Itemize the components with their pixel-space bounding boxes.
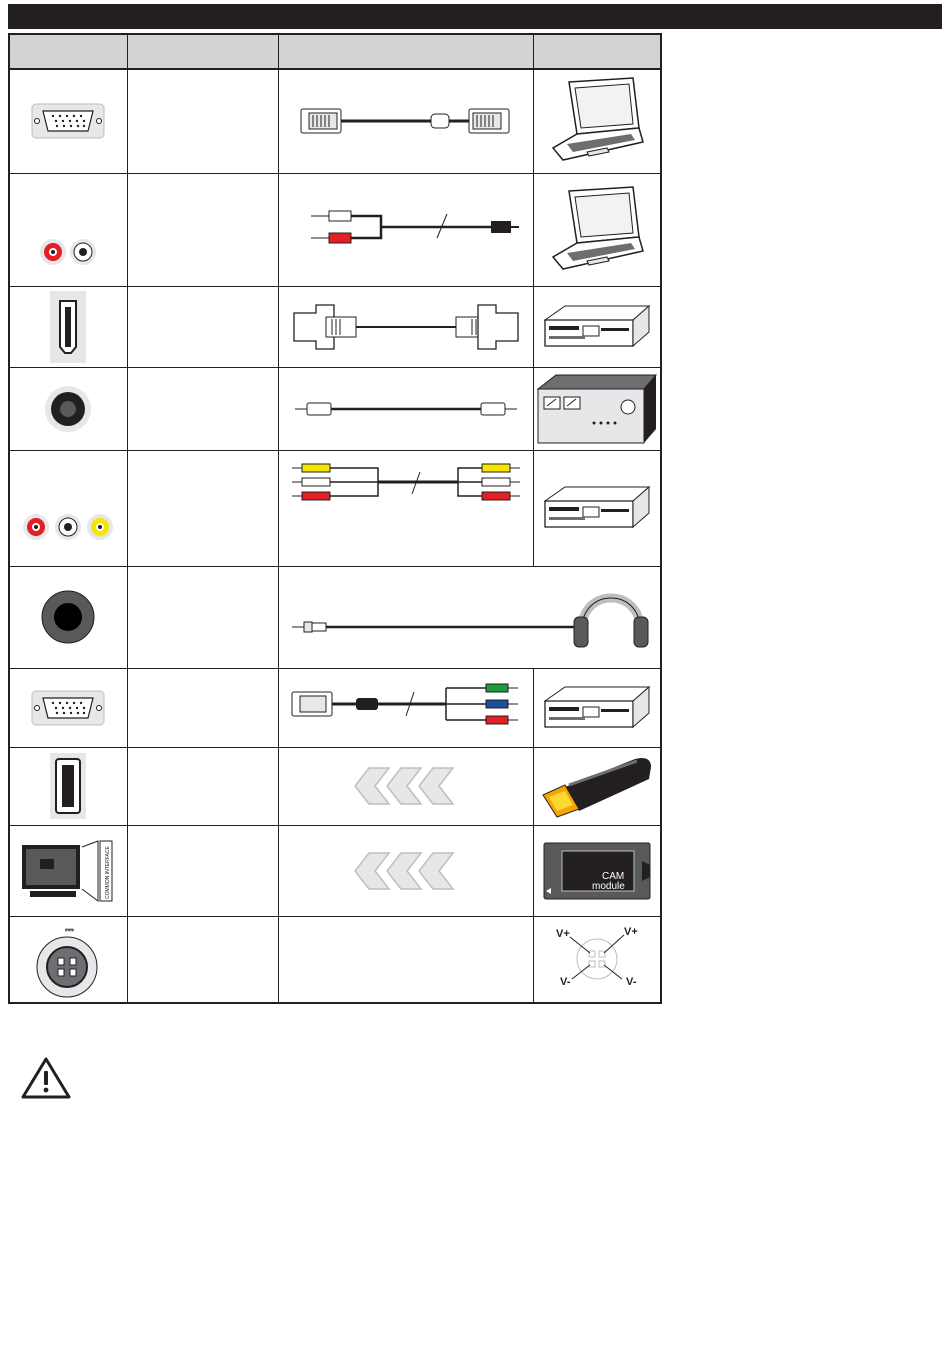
table-row xyxy=(9,367,661,450)
type-cell xyxy=(127,69,278,173)
device-cell xyxy=(533,916,661,1003)
cam-module-icon xyxy=(542,841,652,901)
laptop-icon xyxy=(547,76,647,166)
device-cell xyxy=(533,747,661,825)
usb-stick-icon xyxy=(539,753,655,819)
headphones-icon xyxy=(284,577,654,657)
minijack-to-rca-cable-icon xyxy=(291,200,521,260)
vminus-left: V- xyxy=(559,976,571,989)
table-row xyxy=(9,747,661,825)
type-cell xyxy=(127,916,278,1003)
cable-cell xyxy=(278,450,533,566)
col-cable-header xyxy=(278,34,533,69)
connector-cell xyxy=(9,566,127,668)
av-cable-icon xyxy=(286,458,526,558)
device-cell xyxy=(533,668,661,747)
hdmi-port-icon xyxy=(50,291,86,363)
col-device-header xyxy=(533,34,661,69)
type-cell xyxy=(127,286,278,367)
warning-icon xyxy=(20,1055,72,1101)
table-row xyxy=(9,173,661,286)
spdif-port-icon xyxy=(43,384,93,434)
headphone-port-icon xyxy=(40,589,96,645)
av-port-icon xyxy=(20,463,116,553)
vga-port-icon xyxy=(31,690,105,726)
table-row xyxy=(9,916,661,1003)
power-pinout-icon xyxy=(542,921,652,997)
power-port-icon xyxy=(33,919,103,999)
type-cell xyxy=(127,173,278,286)
table-row xyxy=(9,668,661,747)
cable-cell xyxy=(278,916,533,1003)
type-cell xyxy=(127,668,278,747)
cable-cell xyxy=(278,747,533,825)
ci-side-label: COMMON INTERFACE xyxy=(105,845,112,899)
rca-audio-port-icon xyxy=(33,190,103,270)
device-cell xyxy=(533,825,661,916)
type-cell xyxy=(127,825,278,916)
col-connector-header xyxy=(9,34,127,69)
dc-symbol: ⎓ xyxy=(65,924,75,937)
table-row xyxy=(9,825,661,916)
cable-cell xyxy=(278,173,533,286)
audio-amplifier-icon xyxy=(536,373,658,445)
cable-cell xyxy=(278,566,661,668)
table-header-row xyxy=(9,34,661,69)
usb-port-icon xyxy=(50,753,86,819)
device-cell xyxy=(533,286,661,367)
connector-cell xyxy=(9,286,127,367)
table-row xyxy=(9,69,661,173)
device-cell xyxy=(533,367,661,450)
table-row xyxy=(9,450,661,566)
type-cell xyxy=(127,450,278,566)
top-bar xyxy=(8,4,942,29)
cam-line1: CAM xyxy=(601,870,624,882)
vminus-right: V- xyxy=(625,976,637,989)
device-cell xyxy=(533,173,661,286)
dvd-player-icon xyxy=(543,302,651,352)
table-row xyxy=(9,566,661,668)
insert-arrows-icon xyxy=(351,851,461,891)
type-cell xyxy=(127,566,278,668)
hdmi-cable-icon xyxy=(286,299,526,355)
connections-table xyxy=(8,33,662,1004)
cable-cell xyxy=(278,825,533,916)
coaxial-cable-icon xyxy=(291,397,521,421)
tv-ci-slot-icon xyxy=(20,839,116,903)
cable-cell xyxy=(278,668,533,747)
vga-cable-icon xyxy=(291,101,521,141)
connector-cell xyxy=(9,825,127,916)
device-cell xyxy=(533,69,661,173)
type-cell xyxy=(127,367,278,450)
cable-cell xyxy=(278,286,533,367)
component-cable-icon xyxy=(286,680,526,736)
cable-cell xyxy=(278,367,533,450)
cam-line2: module xyxy=(591,880,625,892)
dvd-player-icon xyxy=(543,483,651,533)
connector-cell xyxy=(9,747,127,825)
vplus-right: V+ xyxy=(623,926,638,939)
cable-cell xyxy=(278,69,533,173)
connector-cell xyxy=(9,916,127,1003)
laptop-icon xyxy=(547,185,647,275)
col-type-header xyxy=(127,34,278,69)
connector-cell xyxy=(9,173,127,286)
connector-cell xyxy=(9,450,127,566)
insert-arrows-icon xyxy=(351,766,461,806)
device-cell xyxy=(533,450,661,566)
vplus-left: V+ xyxy=(555,928,570,941)
type-cell xyxy=(127,747,278,825)
dvd-player-icon xyxy=(543,683,651,733)
table-row xyxy=(9,286,661,367)
connector-cell xyxy=(9,69,127,173)
vga-port-icon xyxy=(31,103,105,139)
connector-cell xyxy=(9,367,127,450)
connector-cell xyxy=(9,668,127,747)
